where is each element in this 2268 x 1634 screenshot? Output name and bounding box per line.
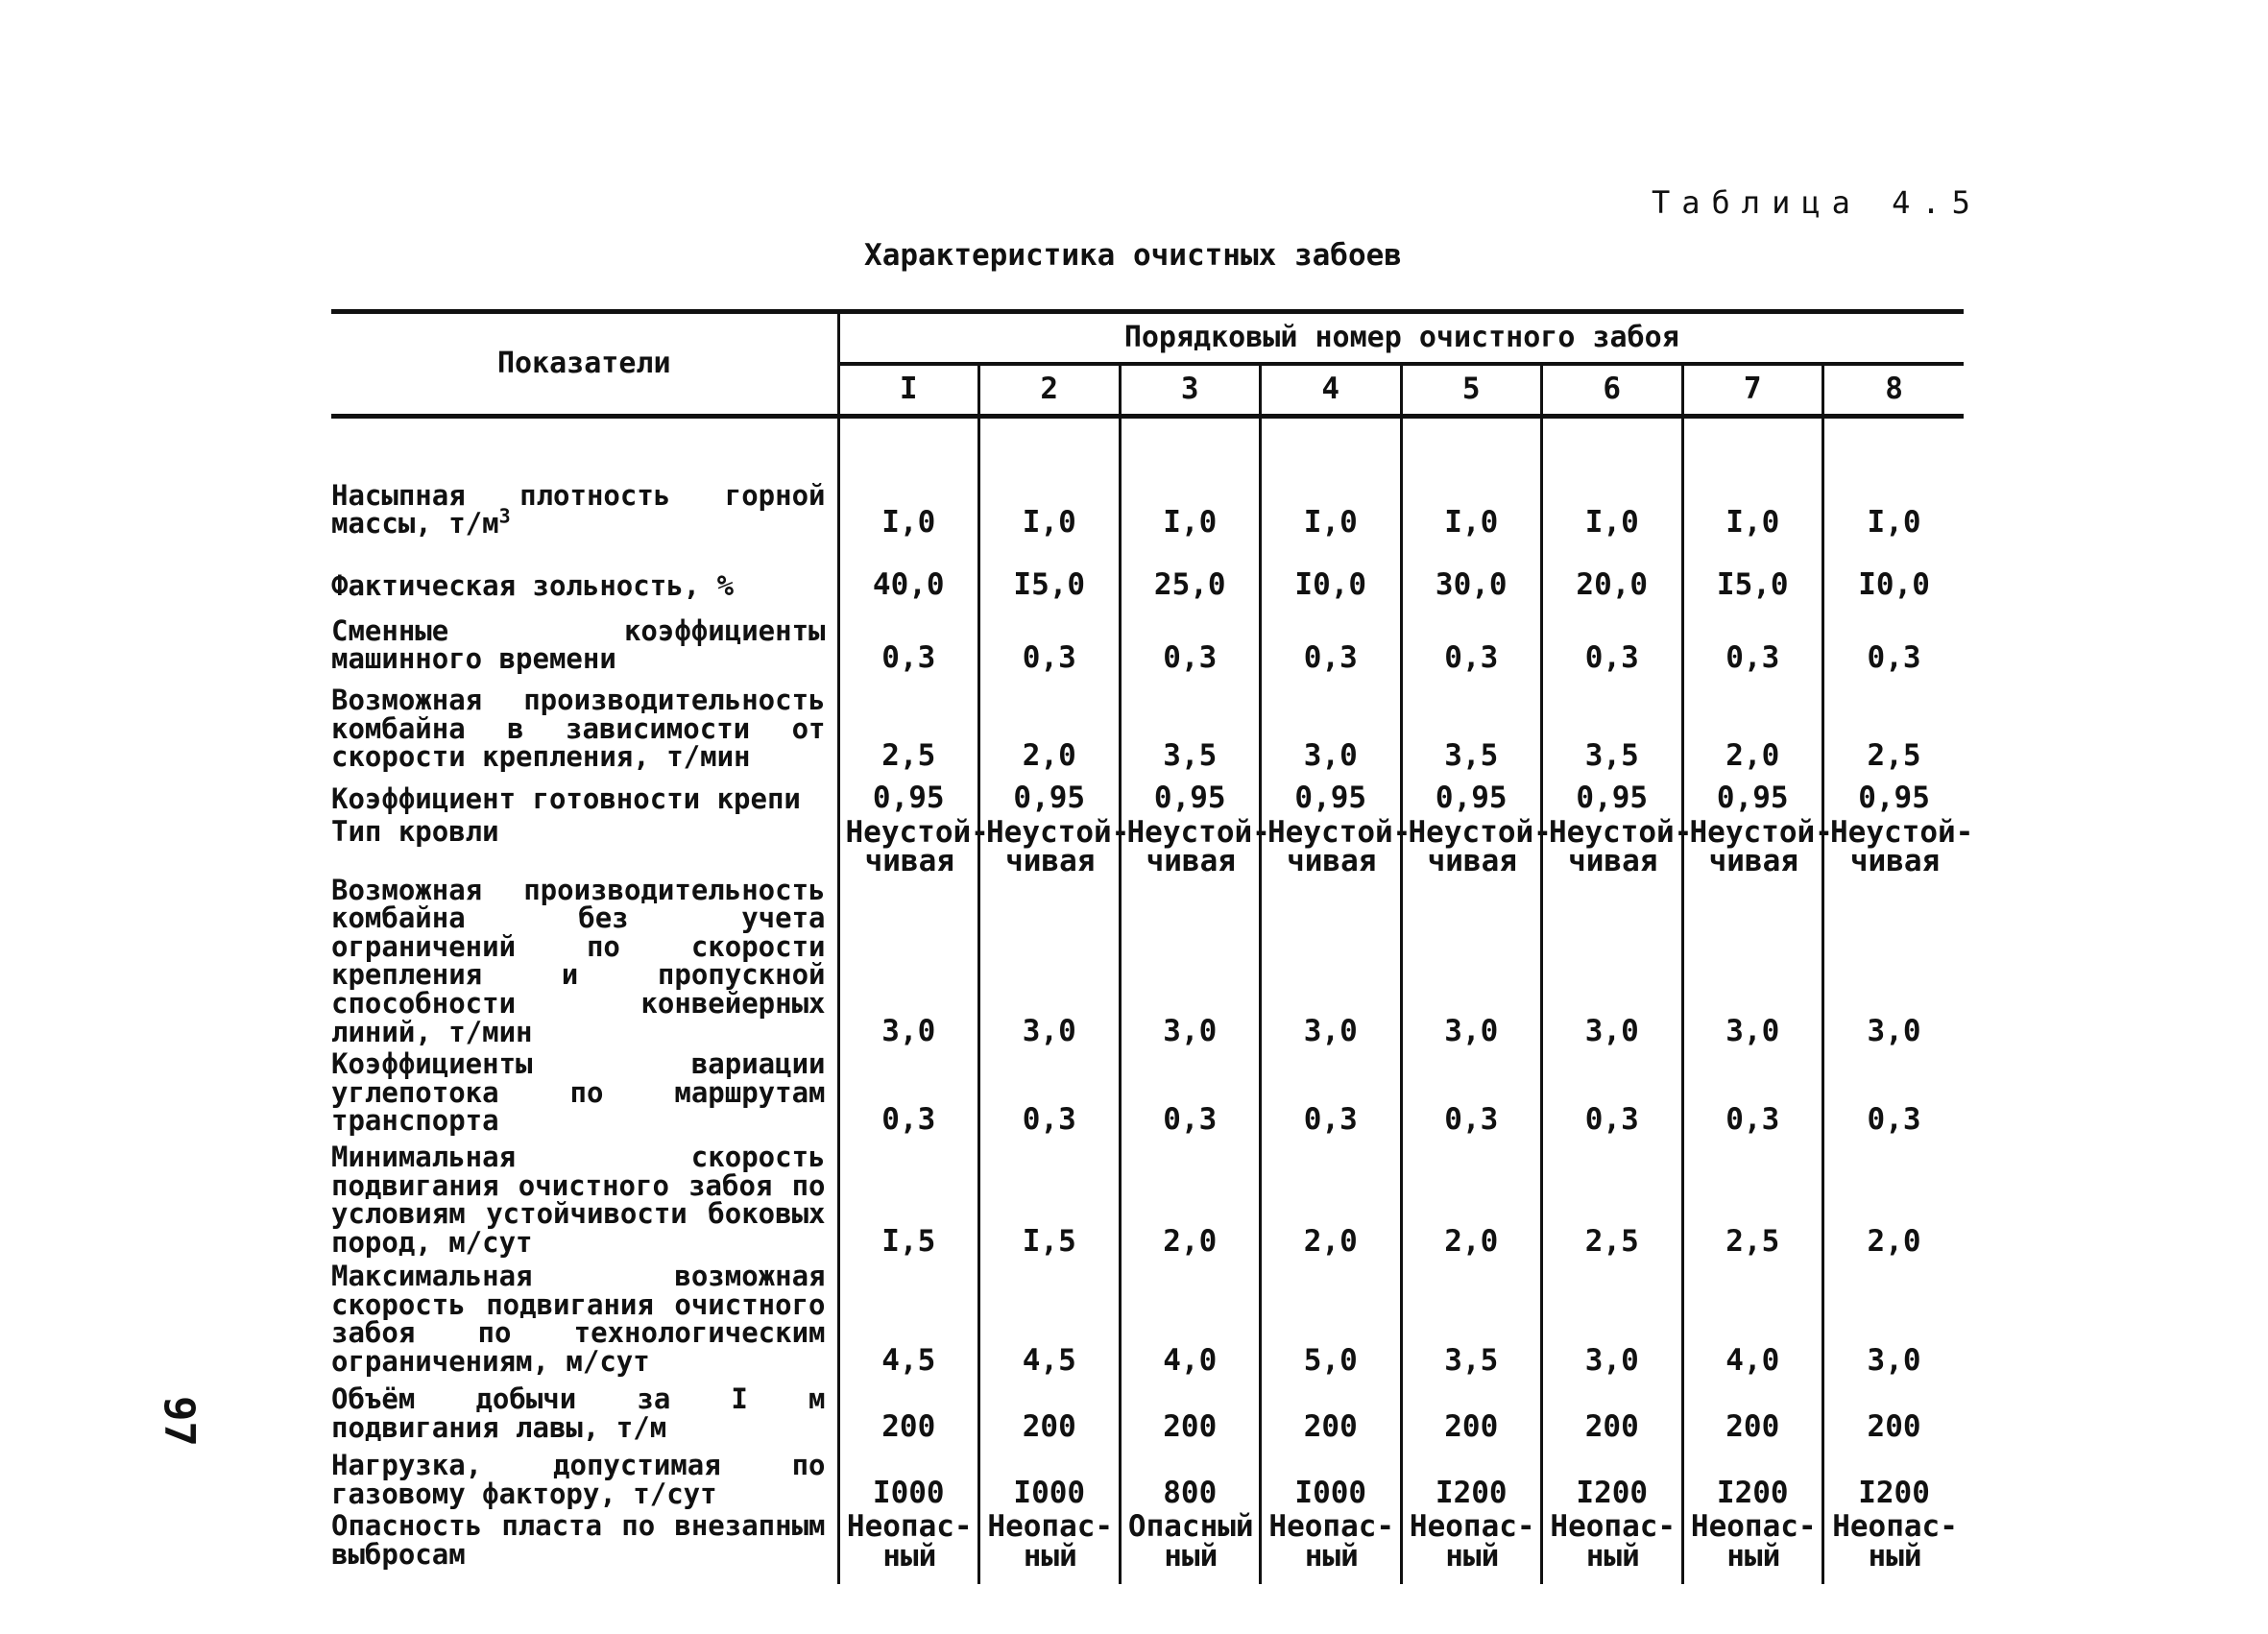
table-cell: 0,3 [838,1050,979,1143]
table-cell: I5,0 [1682,548,1823,609]
table-cell: I200 [1542,1446,1683,1512]
table-cell: I,5 [979,1143,1121,1261]
table-cell: 3,5 [1401,680,1542,776]
table-cell: 200 [1261,1380,1402,1446]
table-cell: 30,0 [1401,548,1542,609]
table-cell: Неустой- чивая [1261,818,1402,877]
table-cell: 2,5 [838,680,979,776]
table-cell: 3,0 [1401,877,1542,1050]
table-cell: 2,0 [1823,1143,1965,1261]
table-cell: 0,95 [838,776,979,818]
face-number-header: I [838,364,979,417]
face-number-header: 3 [1120,364,1261,417]
row-label-ash-content: Фактическая зольность, % [331,569,735,603]
table-cell: 4,5 [838,1261,979,1380]
table-cell: I,0 [1261,447,1402,548]
table-cell: 200 [1542,1380,1683,1446]
table-number-label: Таблица 4.5 [1652,184,1982,221]
face-number-header: 8 [1823,364,1965,417]
table-cell: 3,5 [1542,680,1683,776]
table-title: Характеристика очистных забоев [864,238,1402,273]
table-cell: 3,0 [838,877,979,1050]
table-cell: I,0 [1682,447,1823,548]
row-label-output-volume: Объём добычи за I м подвигания лавы, т/м [331,1382,826,1444]
table-cell: I200 [1682,1446,1823,1512]
table-cell: 4,5 [979,1261,1121,1380]
table-cell: Неопас- ный [1823,1512,1965,1584]
table-cell: I0,0 [1823,548,1965,609]
table-cell: 2,5 [1823,680,1965,776]
table-cell: 200 [1401,1380,1542,1446]
table-cell: Неустой- чивая [1120,818,1261,877]
table-cell: 0,95 [1823,776,1965,818]
table-cell: Неопас- ный [1401,1512,1542,1584]
table-cell: I200 [1401,1446,1542,1512]
table-cell: 0,3 [1542,1050,1683,1143]
table-cell: 2,5 [1682,1143,1823,1261]
table-cell: 0,95 [1120,776,1261,818]
table-cell: Неопас- ный [1261,1512,1402,1584]
table-cell: 0,3 [838,609,979,680]
table-cell: Неустой- чивая [979,818,1121,877]
table-cell: 0,95 [1261,776,1402,818]
table-cell: 4,0 [1120,1261,1261,1380]
table-cell: Неустой- чивая [1823,818,1965,877]
table-cell: 0,3 [1261,609,1402,680]
table-row-shift-coefficient [331,609,1964,680]
table-cell: I,0 [838,447,979,548]
table-cell: I000 [979,1446,1121,1512]
table-cell: I0,0 [1261,548,1402,609]
table-row-min-advance-speed [331,1143,1964,1261]
table-cell: 40,0 [838,548,979,609]
table-cell: 20,0 [1542,548,1683,609]
table-cell: I200 [1823,1446,1965,1512]
table-cell: 0,3 [979,1050,1121,1143]
table-row-outburst-hazard [331,1512,1964,1584]
table-cell: 2,0 [1120,1143,1261,1261]
table-row-productivity [331,680,1964,776]
table-cell: 3,0 [1261,877,1402,1050]
table-cell: 0,3 [1682,1050,1823,1143]
page-number: 97 [154,1396,204,1447]
table-cell: 3,0 [1823,1261,1965,1380]
table-cell: 3,5 [1120,680,1261,776]
table-cell: 0,3 [1823,1050,1965,1143]
table-row-gas-load [331,1446,1964,1512]
table-cell: 200 [979,1380,1121,1446]
table-cell: Неопас- ный [1542,1512,1683,1584]
table-cell: Неустой- чивая [1542,818,1683,877]
table-cell: I,0 [1120,447,1261,548]
table-cell: 3,0 [1261,680,1402,776]
table-cell: 200 [1682,1380,1823,1446]
table-cell: 3,0 [1120,877,1261,1050]
table-cell: 0,95 [979,776,1121,818]
table-cell: 3,0 [1682,877,1823,1050]
table-cell: 5,0 [1261,1261,1402,1380]
table-row-max-advance-speed [331,1261,1964,1380]
row-label-gas-load: Нагрузка, допустимая по газовому фактору, т/сут [331,1449,826,1510]
table-cell: I000 [1261,1446,1402,1512]
row-label-max-advance-speed: Максимальная возможная скорость подвигания очистного забоя по технологическим ограничениям, м/сут [331,1259,826,1378]
table-cell: 2,0 [1401,1143,1542,1261]
table-cell: 200 [1120,1380,1261,1446]
row-label-roof-type: Тип кровли [331,815,499,848]
table-cell: 25,0 [1120,548,1261,609]
row-label-support-readiness: Коэффициент готовности крепи [331,782,801,816]
table-cell: 0,3 [1823,609,1965,680]
table-cell: 2,5 [1542,1143,1683,1261]
face-characteristics-table [331,309,1974,1584]
table-cell: 200 [1823,1380,1965,1446]
table-cell: I,0 [1542,447,1683,548]
table-cell: Неустой- чивая [838,818,979,877]
face-number-group-header: Порядковый номер очистного забоя [838,312,1964,365]
table-cell: I,0 [1823,447,1965,548]
table-cell: Неопас- ный [838,1512,979,1584]
table-cell: 2,0 [1261,1143,1402,1261]
table-cell: 3,5 [1401,1261,1542,1380]
face-number-header: 5 [1401,364,1542,417]
table-cell: 2,0 [1682,680,1823,776]
row-label-shift-coefficient: Сменные коэффициенты машинного времени [331,613,826,676]
table-row-roof-type [331,818,1964,877]
table-cell: I,0 [1401,447,1542,548]
table-cell: 0,3 [1542,609,1683,680]
indicators-header: Показатели [331,312,838,417]
unit-superscript: 3 [498,504,511,528]
table-cell: Опасный ный [1120,1512,1261,1584]
table-cell: Неустой- чивая [1682,818,1823,877]
table-row-flow-variation [331,1050,1964,1143]
table-cell: Неопас- ный [979,1512,1121,1584]
table-cell: 3,0 [1823,877,1965,1050]
table-cell: 3,0 [1542,877,1683,1050]
table-cell: I5,0 [979,548,1121,609]
table-cell: 0,3 [1682,609,1823,680]
row-label-outburst-hazard: Опасность пласта по внезапным выбросам [331,1509,826,1571]
table-cell: 0,95 [1682,776,1823,818]
face-number-header: 6 [1542,364,1683,417]
row-label-min-advance-speed: Минимальная скорость подвигания очистного забоя по условиям устойчивости боковых пород, м/сут [331,1140,826,1259]
table-row-support-readiness [331,776,1964,818]
table-cell: 4,0 [1682,1261,1823,1380]
table-row-bulk-density [331,447,1964,548]
table-cell: I,0 [979,447,1121,548]
table-cell: 0,3 [1401,609,1542,680]
row-label-productivity-unconstrained: Возможная производительность комбайна без учета ограничений по скорости крепления и пропускной способности конвейерных линий, т/мин [331,873,826,1048]
table-cell: I,5 [838,1143,979,1261]
table-cell: I000 [838,1446,979,1512]
table-cell: 0,3 [1401,1050,1542,1143]
table-row-productivity-unconstrained [331,877,1964,1050]
table-cell: 0,3 [979,609,1121,680]
row-label-bulk-density: Насыпная плотность горной массы, $т/м^3$ [331,478,826,541]
table-cell: Неопас- ный [1682,1512,1823,1584]
table-cell: 800 [1120,1446,1261,1512]
face-number-header: 7 [1682,364,1823,417]
table-row-ash-content [331,548,1964,609]
table-cell: 0,95 [1542,776,1683,818]
table-cell: 0,3 [1261,1050,1402,1143]
row-label-flow-variation: Коэффициенты вариации углепотока по маршрутам транспорта [331,1047,826,1138]
table-row-output-volume [331,1380,1964,1446]
table-cell: 0,95 [1401,776,1542,818]
table-cell: 200 [838,1380,979,1446]
face-number-header: 2 [979,364,1121,417]
face-number-header: 4 [1261,364,1402,417]
table-cell: 0,3 [1120,609,1261,680]
table-cell: 0,3 [1120,1050,1261,1143]
table-cell: 3,0 [1542,1261,1683,1380]
table-cell: Неустой- чивая [1401,818,1542,877]
row-label-productivity: Возможная производительность комбайна в зависимости от скорости крепления, т/мин [331,684,826,774]
table-cell: 2,0 [979,680,1121,776]
table-cell: 3,0 [979,877,1121,1050]
